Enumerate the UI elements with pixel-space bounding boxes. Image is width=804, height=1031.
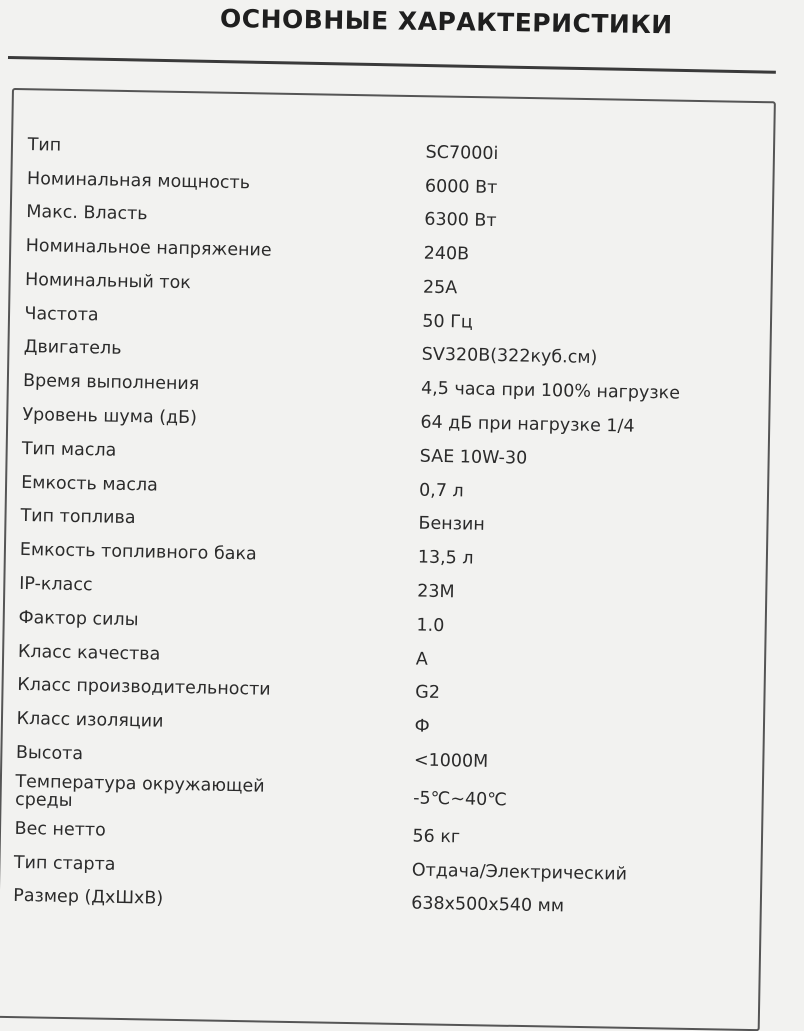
spec-label: Емкость масла — [20, 472, 159, 496]
spec-value: 25А — [422, 277, 458, 299]
spec-value: 638x500x540 мм — [410, 893, 565, 917]
spec-value: 23M — [416, 581, 455, 603]
spec-label: Класс качества — [17, 641, 161, 665]
spec-label: Номинальная мощность — [26, 168, 251, 193]
spec-value: Ф — [414, 716, 430, 738]
spec-label: Время выполнения — [22, 371, 200, 395]
spec-label: Номинальный ток — [24, 269, 192, 294]
spec-label: Двигатель — [23, 337, 122, 360]
spec-value: 50 Гц — [422, 311, 473, 333]
spec-value: SC7000i — [425, 142, 499, 164]
spec-value: SAE 10W-30 — [419, 446, 528, 469]
spec-value: 4,5 часа при 100% нагрузке — [420, 378, 681, 404]
spec-label: Уровень шума (дБ) — [22, 405, 198, 429]
spec-value: 240В — [423, 243, 470, 265]
spec-label: Класс изоляции — [16, 709, 164, 732]
spec-value: 6000 Вт — [424, 176, 498, 198]
spec-label: Емкость топливного бака — [19, 540, 257, 565]
spec-value: 1.0 — [416, 615, 445, 636]
spec-label: Тип масла — [21, 438, 117, 461]
spec-table — [13, 128, 728, 927]
spec-label: Вес нетто — [14, 818, 106, 841]
spec-value: Отдача/Электрический — [411, 860, 628, 885]
spec-label: Размер (ДхШхВ) — [13, 886, 164, 910]
spec-value: <1000М — [413, 750, 489, 772]
spec-value: 13,5 л — [417, 547, 474, 569]
title-divider — [8, 56, 776, 74]
spec-label: Частота — [24, 303, 99, 326]
spec-value: G2 — [415, 682, 441, 704]
spec-value: 6300 Вт — [424, 209, 497, 232]
spec-label: IP-класс — [19, 573, 93, 596]
spec-label: Класс производительности — [17, 675, 271, 701]
spec-value: 0,7 л — [418, 480, 464, 502]
spec-label: Тип — [27, 134, 62, 156]
page-title: ОСНОВНЫЕ ХАРАКТЕРИСТИКИ — [219, 4, 673, 40]
spec-label: Тип топлива — [20, 506, 136, 529]
spec-value: Бензин — [418, 514, 485, 536]
spec-label: Температура окружающей среды — [14, 771, 265, 812]
spec-label: Высота — [15, 742, 84, 765]
spec-value: SV320B(322куб.см) — [421, 345, 598, 369]
spec-label: Тип старта — [13, 852, 116, 875]
spec-value: 56 кг — [412, 826, 461, 848]
spec-label: Макс. Власть — [26, 202, 148, 225]
spec-value: A — [415, 649, 429, 670]
spec-value: 64 дБ при нагрузке 1/4 — [420, 412, 635, 437]
spec-label: Номинальное напряжение — [25, 236, 272, 261]
spec-value: -5℃~40℃ — [413, 788, 508, 811]
spec-label: Фактор силы — [18, 607, 139, 631]
